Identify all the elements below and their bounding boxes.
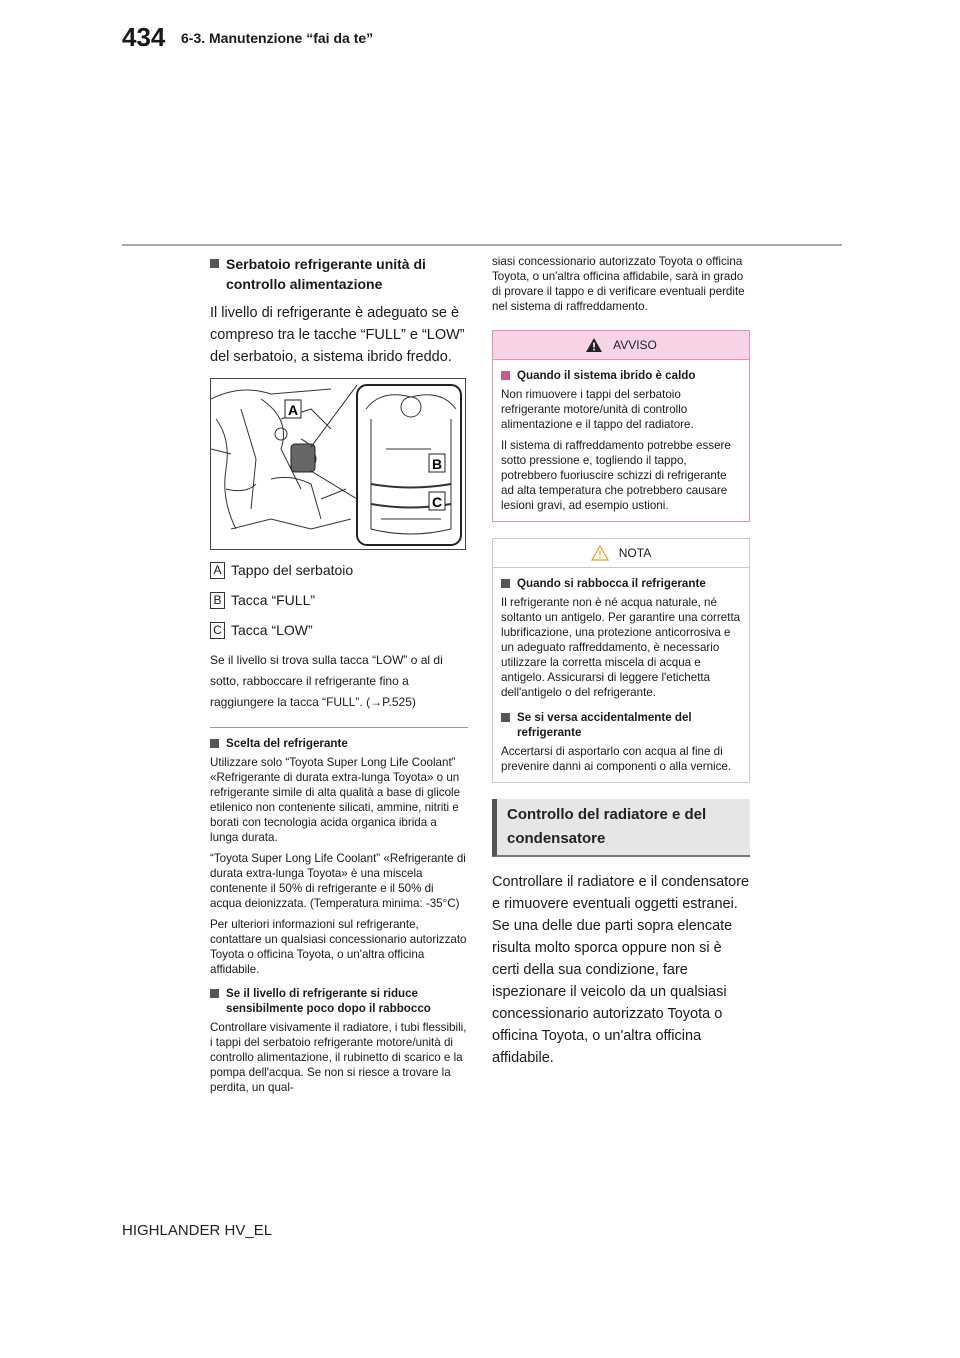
warning-paragraph-2: Il sistema di raffreddamento potrebbe essere sotto pressione e, togliendo il tappo, potrebbero fuoriuscire schizzi di refrigerante ad alta temperatura che potrebbero causare lesioni gravi, ad esempio ustioni. [501,439,731,512]
paragraph-radiator: Controllare il radiatore e il condensatore e rimuovere eventuali oggetti estranei. Se una delle due parti sopra elencate risulta molto sporca oppure non si è certi della sua condizione, fare ispezionare il veicolo da un qualsiasi concessionario autorizzato Toyota o officina Toyota, o un'altra officina affidabile. [492,874,750,1066]
figure-label-c: C [431,494,443,510]
letter-box: C [210,622,225,639]
note-box [492,538,750,783]
paragraph-level: Il livello di refrigerante è adeguato se è compreso tra le tacche “FULL” e “LOW” del serbatoio, a sistema ibrido freddo. [210,305,465,365]
heading-text: Quando il sistema ibrido è caldo [517,369,696,382]
section-title: 6-3. Manutenzione “fai da te” [181,30,374,46]
label-row-a [210,560,468,580]
heading-text: Se il livello di refrigerante si riduce sensibilmente poco dopo il rabbocco [226,987,431,1015]
note-paragraph-1: Il refrigerante non è né acqua naturale, né soltanto un antigelo. Per garantire una corretta lubrificazione, una protezione anticorrosiva e un adeguato raffreddamento, è necessario utilizzare la corretta miscela di acqua e antigelo. Assicurarsi di leggere l'etichetta dell'antigelo o del refrigerante. [501,596,741,699]
warning-title: AVVISO [613,338,657,352]
label-text: Tacca “FULL” [231,592,316,608]
heading-text: Se si versa accidentalmente del refrigerante [517,711,692,739]
warning-paragraph-1: Non rimuovere i tappi del serbatoio refrigerante motore/unità di controllo alimentazione e il tappo del radiatore. [501,388,694,431]
heading-coolant-tank [210,254,468,294]
heading-text: Serbatoio refrigerante unità di controllo alimentazione [226,256,426,292]
label-row-c [210,620,468,640]
paragraph-continue: siasi concessionario autorizzato Toyota o officina Toyota, o un'altra officina affidabile, sarà in grado di provare il tappo e di verificare eventuali perdite nel sistema di raffreddamento. [492,255,745,313]
figure-label-a: A [287,402,299,418]
warning-header [493,331,749,360]
left-column [210,254,468,1095]
bullet-square-icon [501,371,510,380]
heading-level-drop [210,986,468,1016]
letter-box: B [210,592,225,609]
section-heading-radiator: Controllo del radiatore e del condensatore [492,799,750,857]
warning-box [492,330,750,522]
paragraph-mixture: “Toyota Super Long Life Coolant” «Refrigerante di durata extra-lunga Toyota» è una miscela contenente il 50% di refrigerante e il 50% di acqua deionizzata. (Temperatura minima: -35°C) [210,852,466,910]
bullet-square-icon [501,713,510,722]
note-heading-1 [501,576,741,591]
paragraph-refill: Se il livello si trova sulla tacca “LOW” o al di sotto, rabboccare il refrigerante fino a raggiungere la tacca “FULL”. (→P.525) [210,653,443,709]
note-header [493,539,749,568]
page-number: 434 [122,22,166,52]
bullet-square-icon [210,259,219,268]
note-body [493,568,749,782]
warning-heading [501,368,741,383]
warning-triangle-icon [585,337,603,353]
bullet-square-icon [210,989,219,998]
figure-coolant-tank [210,378,466,550]
label-row-b [210,590,468,610]
heading-choice [210,736,468,751]
heading-text: Quando si rabbocca il refrigerante [517,577,706,590]
paragraph-choice: Utilizzare solo “Toyota Super Long Life Coolant” «Refrigerante di durata extra-lunga Toyota» o un refrigerante simile di alta qualità a base di glicole etilenico non contenente silicati, ammine, nitriti e borati con tecnologia acida organica ibrida a lunga durata. [210,756,461,844]
caution-triangle-icon [591,545,609,561]
letter-box: A [210,562,225,579]
divider [210,727,468,728]
note-title: NOTA [618,546,652,560]
label-text: Tacca “LOW” [231,622,313,638]
right-column [492,254,750,1069]
warning-body [493,360,749,521]
heading-text: Scelta del refrigerante [226,737,348,750]
bullet-square-icon [210,739,219,748]
engine-bay-illustration [211,379,466,550]
label-text: Tappo del serbatoio [231,562,354,578]
paragraph-inspect: Controllare visivamente il radiatore, i tubi flessibili, i tappi del serbatoio refrigerante motore/unità di controllo alimentazione, il rubinetto di scarico e la pompa dell'acqua. Se non si riesce a trovare la perdita, un qual- [210,1021,467,1094]
note-paragraph-2: Accertarsi di asportarlo con acqua al fine di prevenire danni ai componenti o alla vernice. [501,745,732,773]
footer-model: HIGHLANDER HV_EL [122,1222,273,1239]
paragraph-info: Per ulteriori informazioni sul refrigerante, contattare un qualsiasi concessionario autorizzato Toyota o officina Toyota, o un'altra officina affidabile. [210,918,467,976]
figure-label-b: B [431,456,443,472]
header-rule [122,244,842,246]
bullet-square-icon [501,579,510,588]
note-heading-2 [501,710,741,740]
